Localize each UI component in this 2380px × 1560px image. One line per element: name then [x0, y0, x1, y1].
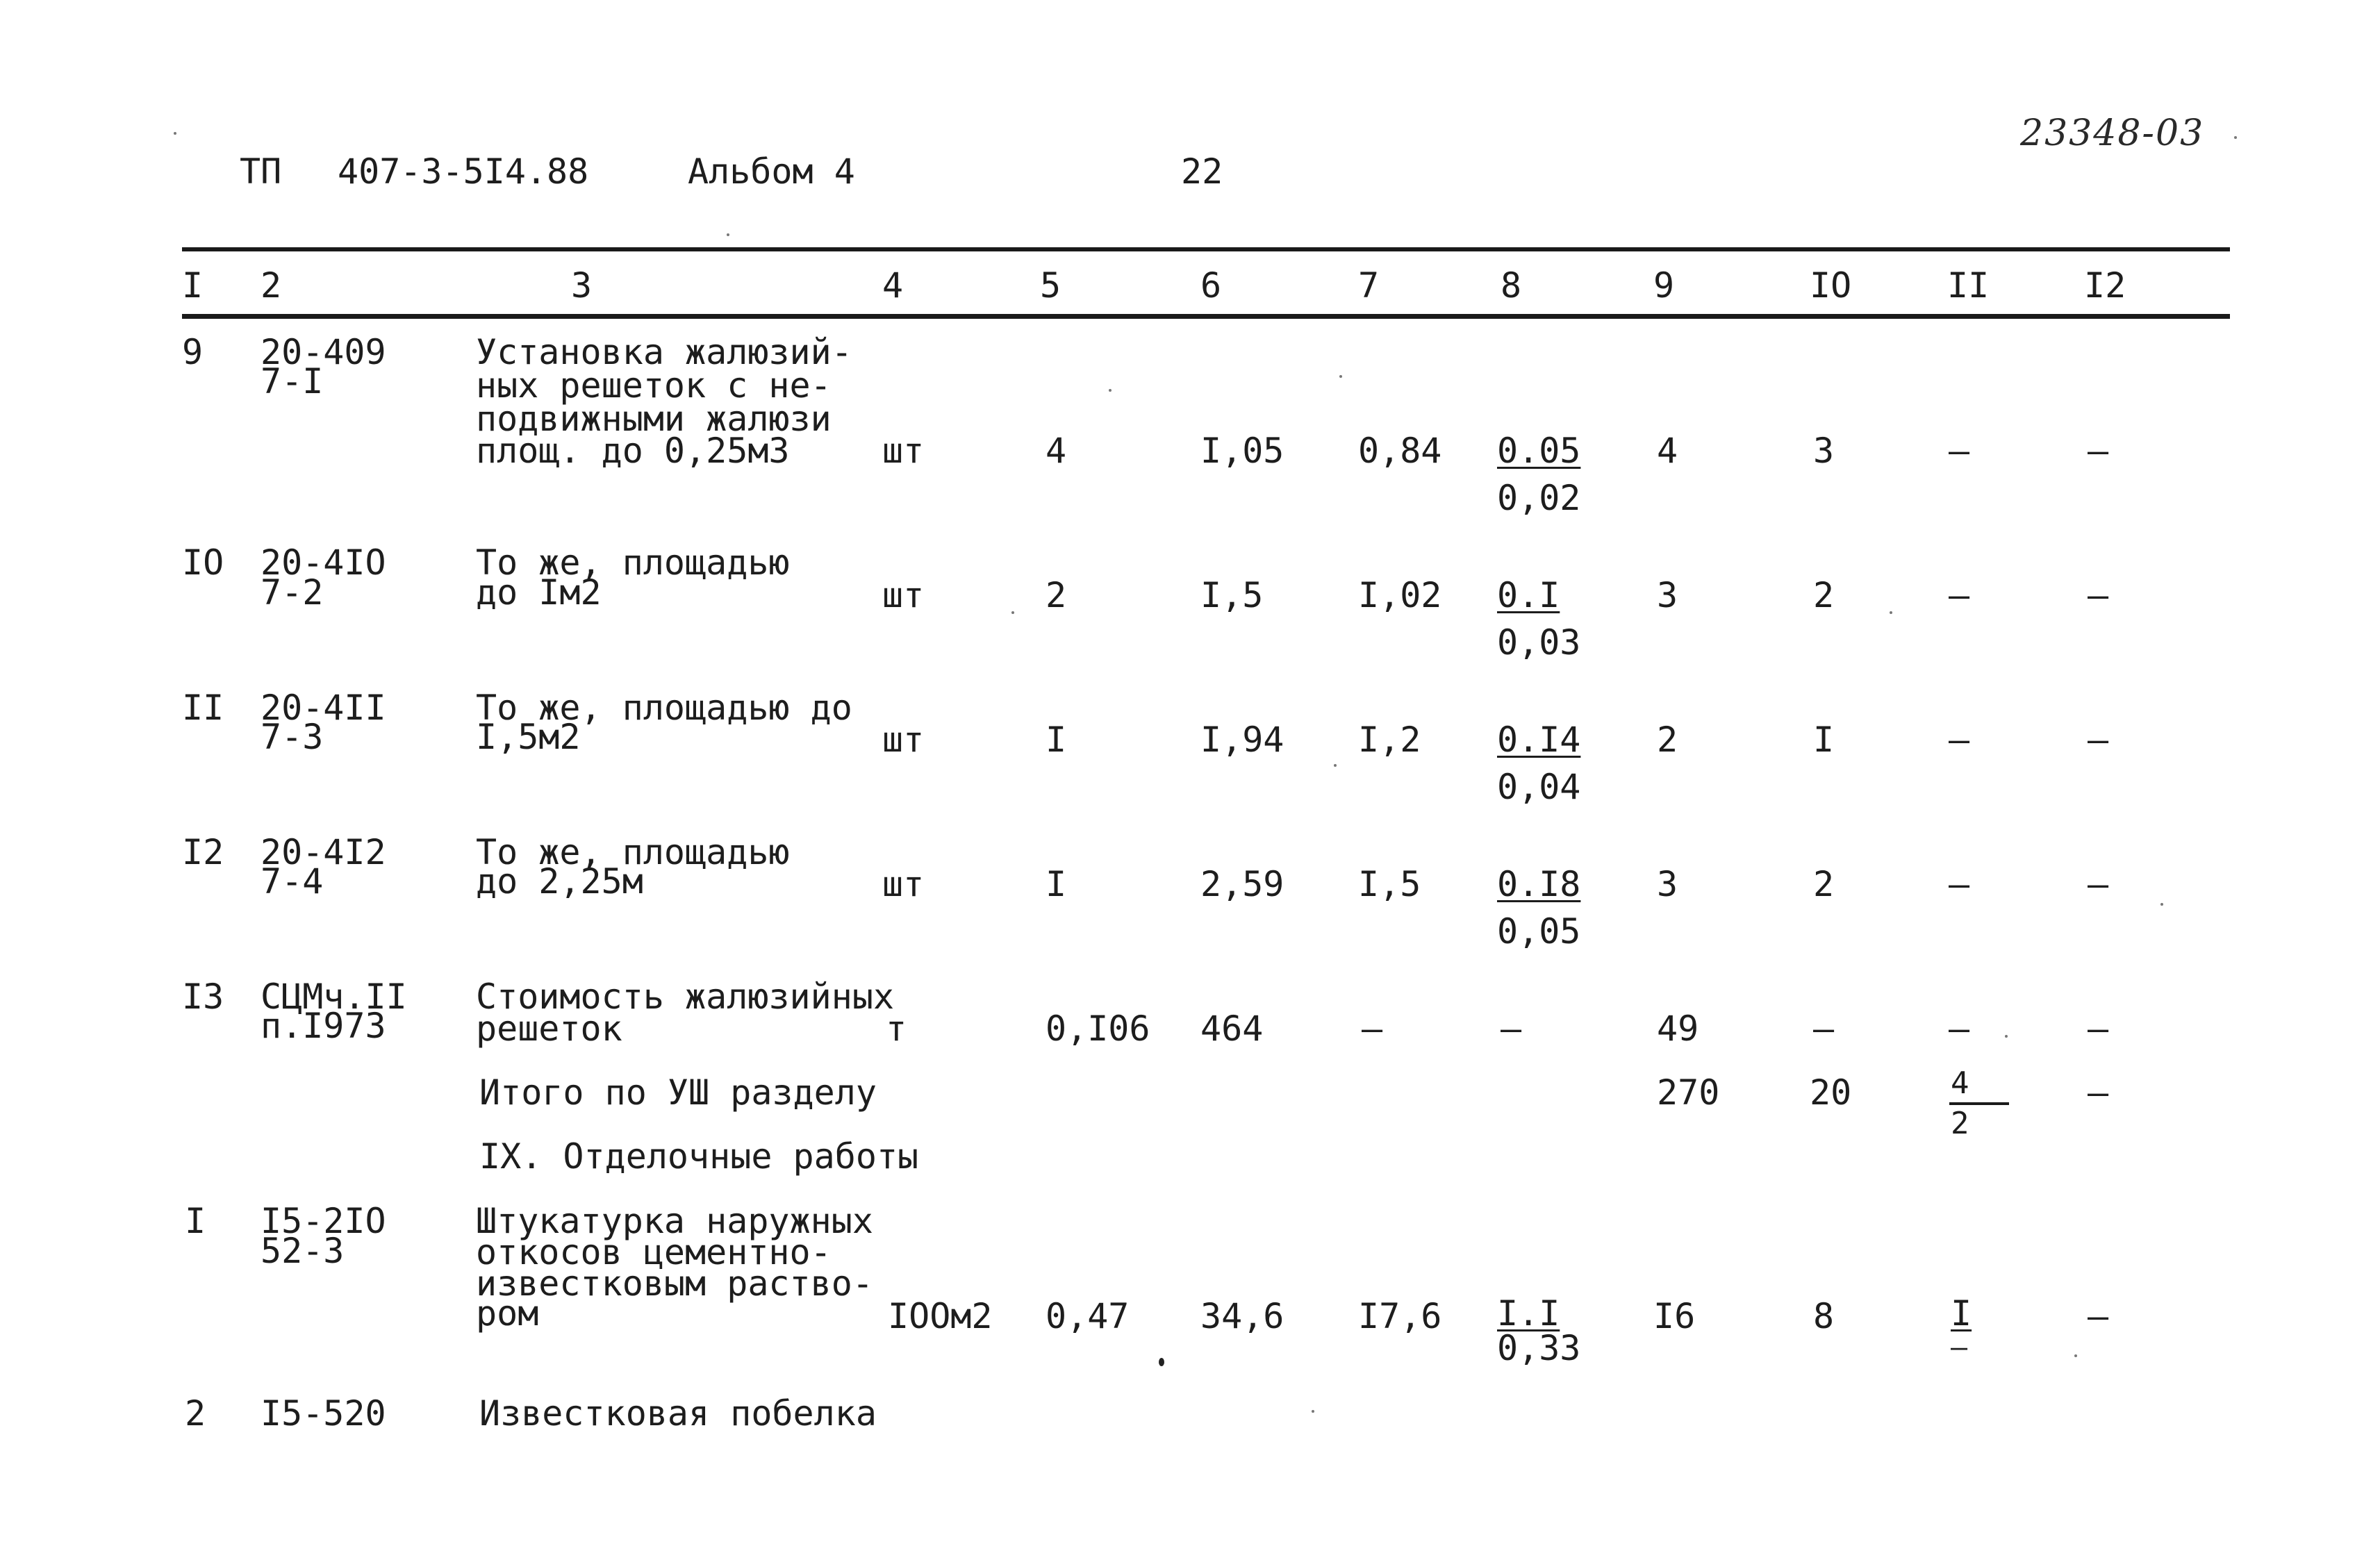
column-header: 7 [1358, 265, 1380, 306]
machine-total-lower: – [1951, 1331, 1968, 1363]
total-cost: 2 [1657, 720, 1678, 760]
rate-code: 20-4I2 [261, 832, 386, 872]
column-header: I2 [2084, 265, 2126, 306]
column-header: 4 [882, 265, 904, 306]
col12: – [2088, 1072, 2109, 1113]
labor-cost: – [1362, 1009, 1383, 1049]
rate-subcode: 7-4 [261, 861, 324, 902]
col12: – [2088, 720, 2109, 760]
machine-total: – [1949, 720, 1970, 760]
total-cost: 3 [1657, 575, 1678, 615]
wages: 8 [1813, 1296, 1835, 1336]
work-description: I,5м2 [476, 717, 581, 757]
total-cost: 4 [1657, 431, 1678, 471]
work-description: подвижными жалюзи [476, 399, 832, 439]
work-description: То же, площадью [476, 542, 790, 583]
wages: 2 [1813, 864, 1835, 904]
unit: шт [882, 431, 925, 471]
machine-cost: 0.I [1497, 575, 1560, 615]
row-number: I3 [182, 977, 224, 1017]
row-number: I2 [182, 832, 224, 872]
work-description: Стоимость жалюзийных [476, 977, 895, 1017]
row-number: 2 [185, 1393, 206, 1434]
album-label: Альбом 4 [688, 151, 855, 192]
column-header: 5 [1040, 265, 1061, 306]
unit-cost: I,05 [1200, 431, 1284, 471]
rate-subcode: 7-I [261, 361, 324, 401]
series-code: ТП [240, 151, 282, 192]
machine-total-numerator: 4 [1951, 1065, 1969, 1101]
work-description: Установка жалюзий- [476, 332, 852, 372]
scan-speck [2160, 903, 2163, 906]
quantity: I [1046, 864, 1067, 904]
archive-stamp: 23348-03 [2020, 113, 2205, 154]
rate-code: 20-409 [261, 332, 386, 372]
unit: шт [882, 575, 925, 615]
unit: т [886, 1009, 907, 1049]
column-header: 9 [1653, 265, 1675, 306]
column-header: 3 [571, 265, 593, 306]
machine-total-denominator: 2 [1951, 1106, 1969, 1141]
section-heading: IX. Отделочные работы [479, 1136, 919, 1177]
rate-code: СЦМч.II [261, 977, 407, 1017]
col12: – [2088, 1009, 2109, 1049]
work-description: Штукатурка наружных [476, 1201, 873, 1241]
work-description: до 2,25м [476, 861, 643, 902]
unit-cost: 2,59 [1200, 864, 1284, 904]
machine-total: – [1949, 431, 1970, 471]
machine-wage: 0,03 [1497, 622, 1581, 663]
work-description: известковым раство- [476, 1263, 873, 1304]
scan-speck [1339, 375, 1342, 378]
work-description: Известковая побелка [479, 1393, 877, 1434]
machine-wage: 0,04 [1497, 767, 1581, 807]
work-description: То же, площадью [476, 832, 790, 872]
labor-cost: I,2 [1358, 720, 1421, 760]
wages: 2 [1813, 575, 1835, 615]
work-description: То же, площадью до [476, 688, 852, 728]
column-header: 2 [261, 265, 282, 306]
column-header: IO [1810, 265, 1852, 306]
col12: – [2088, 1296, 2109, 1336]
unit-cost: 464 [1200, 1009, 1264, 1049]
scan-speck [2005, 1035, 2008, 1038]
scan-speck [1334, 764, 1337, 767]
rate-code: 20-4IO [261, 542, 386, 583]
work-description: до Iм2 [476, 572, 602, 613]
machine-wage: 0,33 [1497, 1328, 1581, 1368]
quantity: 0,47 [1046, 1296, 1130, 1336]
quantity: 0,I06 [1046, 1009, 1150, 1049]
quantity: I [1046, 720, 1067, 760]
machine-cost: 0.I4 [1497, 720, 1581, 760]
header-bottom-rule [182, 314, 2230, 319]
quantity: 2 [1046, 575, 1067, 615]
machine-wage: 0,05 [1497, 911, 1581, 952]
total-cost: 49 [1657, 1009, 1699, 1049]
column-header: I [182, 265, 204, 306]
wages: 20 [1810, 1072, 1852, 1113]
rate-subcode: 7-2 [261, 572, 324, 613]
scan-speck [1109, 389, 1112, 392]
scan-speck [1312, 1410, 1314, 1413]
unit-cost: I,5 [1200, 575, 1264, 615]
machine-total: I [1951, 1293, 1972, 1334]
labor-cost: 0,84 [1358, 431, 1442, 471]
wages: 3 [1813, 431, 1835, 471]
col12: – [2088, 864, 2109, 904]
section-total-label: Итого по УШ разделу [479, 1072, 877, 1113]
column-header: 8 [1501, 265, 1522, 306]
work-description: площ. до 0,25м3 [476, 431, 790, 471]
scan-speck [1890, 611, 1892, 614]
machine-total: – [1949, 575, 1970, 615]
machine-cost: 0.05 [1497, 431, 1581, 471]
unit: IOOм2 [888, 1296, 993, 1336]
machine-cost: 0.I8 [1497, 864, 1581, 904]
machine-wage: 0,02 [1497, 478, 1581, 518]
total-cost: I6 [1653, 1296, 1696, 1336]
unit: шт [882, 720, 925, 760]
labor-cost: I,5 [1358, 864, 1421, 904]
machine-cost: – [1501, 1009, 1522, 1049]
rate-code: I5-520 [261, 1393, 386, 1434]
rate-subcode: 7-3 [261, 717, 324, 757]
unit-cost: 34,6 [1200, 1296, 1284, 1336]
work-description: откосов цементно- [476, 1232, 832, 1272]
row-number: II [182, 688, 224, 728]
work-description: ных решеток с не- [476, 365, 832, 406]
project-number: 407-3-5І4.88 [338, 151, 589, 192]
labor-cost: I,02 [1358, 575, 1442, 615]
unit-cost: I,94 [1200, 720, 1284, 760]
row-number: 9 [182, 332, 204, 372]
scan-speck [1159, 1358, 1164, 1366]
wages: I [1813, 720, 1835, 760]
scan-speck [2074, 1354, 2077, 1357]
col12: – [2088, 575, 2109, 615]
rate-code: I5-2IO [261, 1201, 386, 1241]
row-number: I [185, 1201, 206, 1241]
scan-speck [2234, 136, 2237, 139]
labor-cost: I7,6 [1358, 1296, 1442, 1336]
work-description: ром [476, 1293, 539, 1334]
unit: шт [882, 864, 925, 904]
rate-subcode: п.I973 [261, 1006, 386, 1046]
column-header: 6 [1200, 265, 1222, 306]
total-cost: 270 [1657, 1072, 1720, 1113]
scan-speck [174, 132, 176, 135]
scan-speck [1011, 611, 1014, 614]
work-description: решеток [476, 1009, 622, 1049]
column-header: II [1947, 265, 1990, 306]
machine-total: – [1949, 864, 1970, 904]
machine-total: – [1949, 1009, 1970, 1049]
table-top-rule [182, 247, 2230, 251]
row-number: IO [182, 542, 224, 583]
quantity: 4 [1046, 431, 1067, 471]
page-number: 22 [1181, 151, 1223, 192]
rate-subcode: 52-3 [261, 1231, 345, 1271]
scan-speck [727, 233, 729, 236]
machine-cost: I.I [1497, 1293, 1560, 1334]
total-cost: 3 [1657, 864, 1678, 904]
wages: – [1813, 1009, 1835, 1049]
col12: – [2088, 431, 2109, 471]
rate-code: 20-4II [261, 688, 386, 728]
